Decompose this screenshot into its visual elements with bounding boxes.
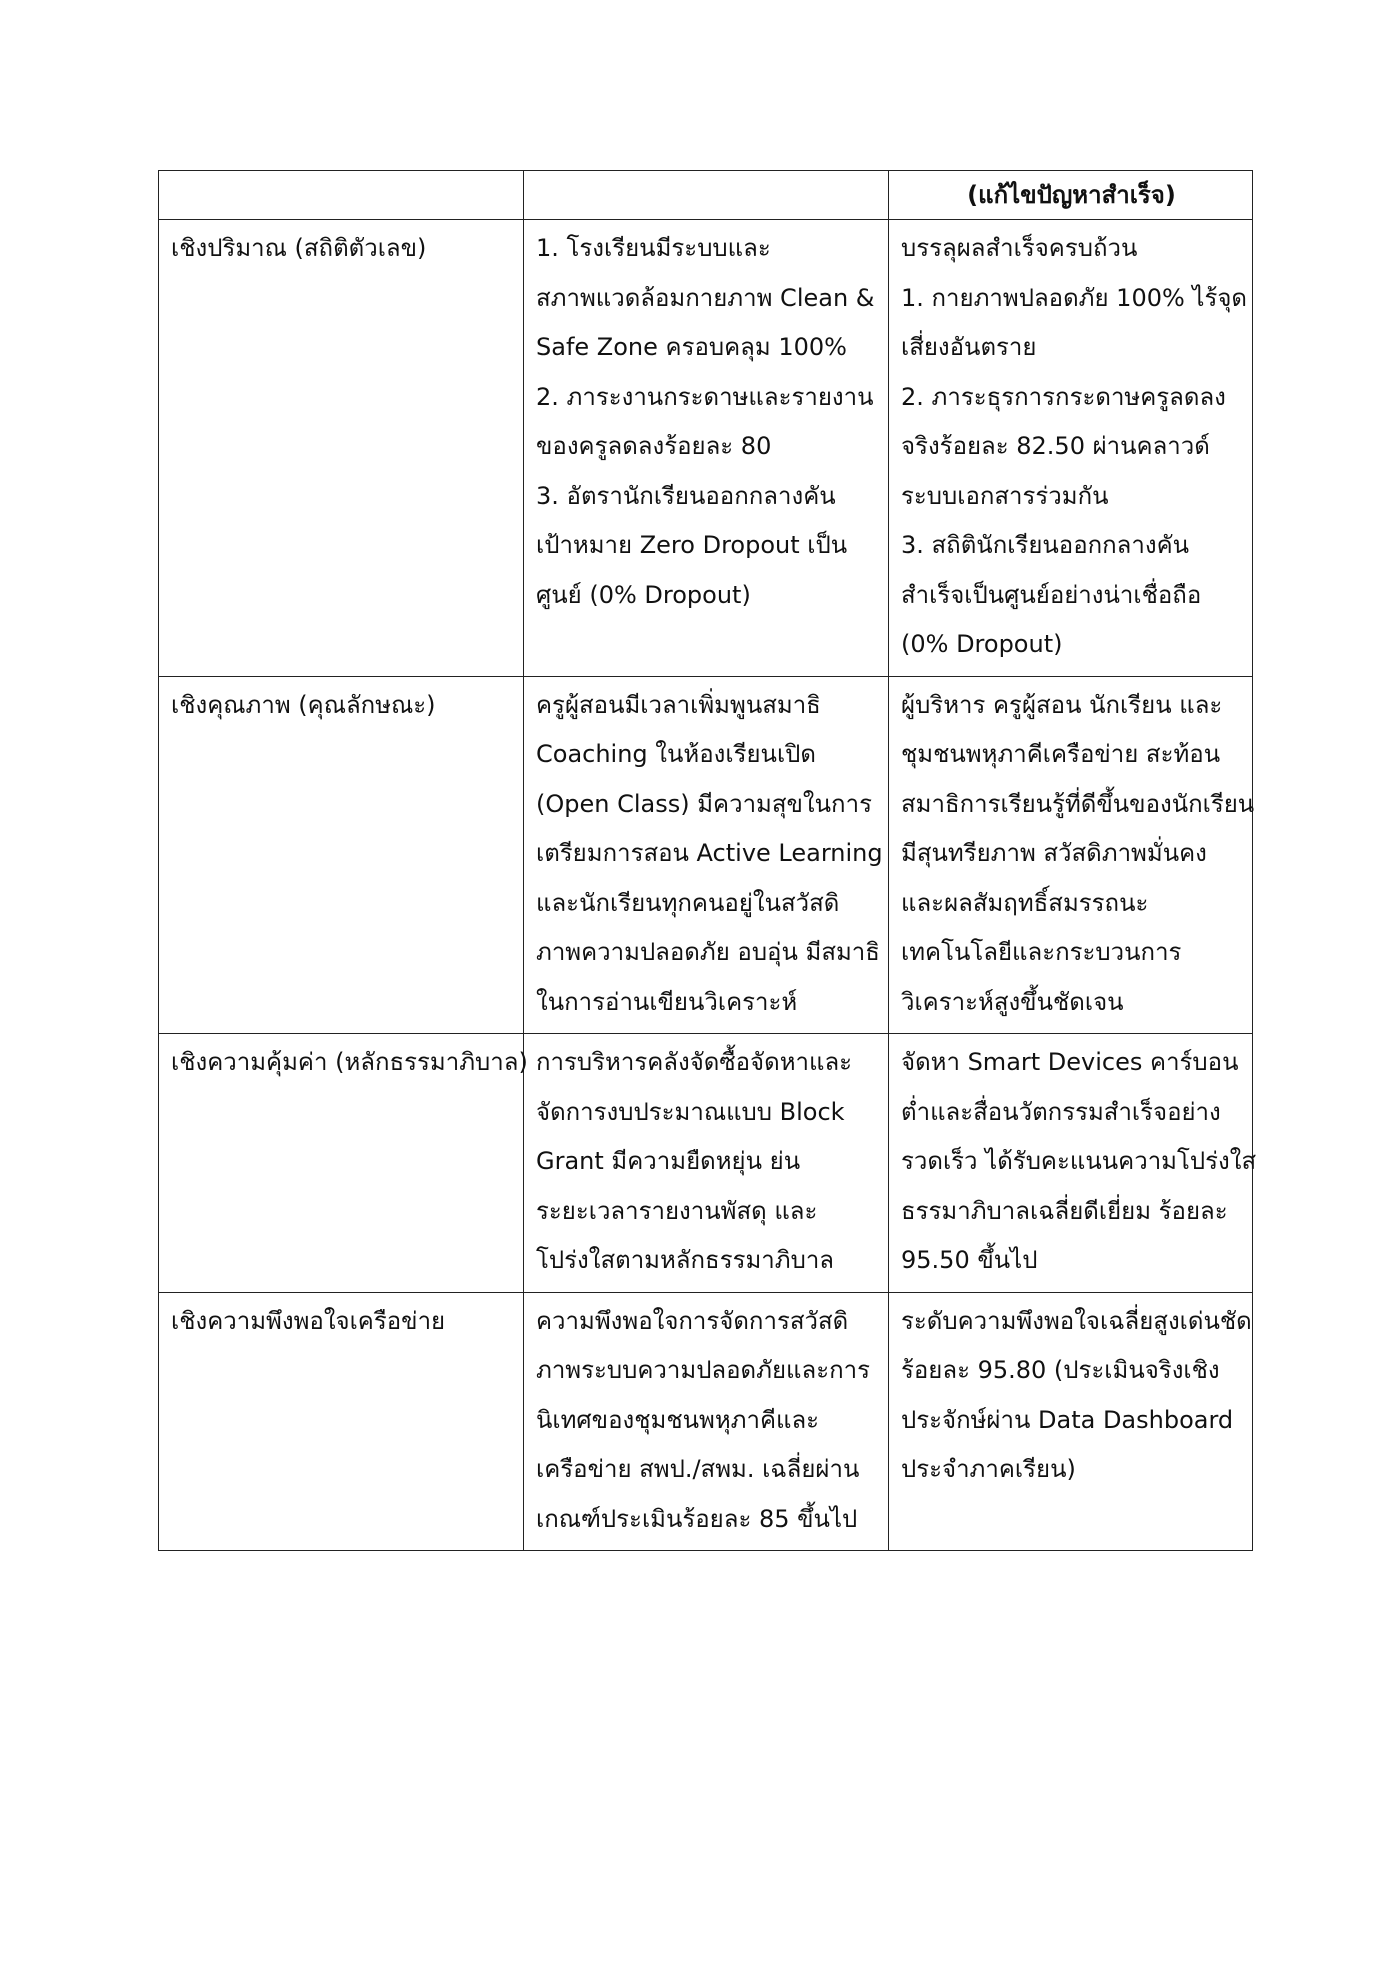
- target-line: ในการอ่านเขียนวิเคราะห์: [536, 987, 798, 1016]
- target-line: และนักเรียนทุกคนอยู่ในสวัสดิ: [536, 888, 840, 917]
- result-line: รวดเร็ว ได้รับคะแนนความโปร่งใส: [901, 1147, 1257, 1175]
- table-row: [159, 220, 1253, 677]
- row-label-cell: [159, 676, 524, 1034]
- row-label-cell: [159, 1034, 528, 1293]
- result-line: วิเคราะห์สูงขึ้นชัดเจน: [901, 987, 1124, 1016]
- target-line: การบริหารคลังจัดซื้อจัดหาและ: [536, 1048, 853, 1076]
- target-line: 1. โรงเรียนมีระบบและ: [536, 234, 771, 262]
- target-line: ครูผู้สอนมีเวลาเพิ่มพูนสมาธิ: [536, 690, 821, 719]
- row-label: เชิงปริมาณ (สถิติตัวเลข): [171, 234, 427, 262]
- result-line: เสี่ยงอันตราย: [901, 333, 1037, 361]
- target-line: ความพึงพอใจการจัดการสวัสดิ: [536, 1306, 849, 1335]
- target-line: Coaching ในห้องเรียนเปิด: [536, 740, 816, 768]
- result-cell: [889, 1292, 1253, 1551]
- table-body: [159, 171, 1257, 1551]
- target-line: ภาพระบบความปลอดภัยและการ: [536, 1356, 870, 1384]
- result-line: มีสุนทรียภาพ สวัสดิภาพมั่นคง: [901, 839, 1207, 867]
- result-line: (0% Dropout): [901, 630, 1063, 658]
- target-line: โปร่งใสตามหลักธรรมาภิบาล: [536, 1246, 835, 1274]
- result-line: 3. สถิตินักเรียนออกกลางคัน: [901, 531, 1190, 559]
- result-line: ชุมชนพหุภาคีเครือข่าย สะท้อน: [901, 740, 1221, 768]
- target-line: เครือข่าย สพป./สพม. เฉลี่ยผ่าน: [536, 1455, 860, 1483]
- target-cell: [524, 220, 889, 677]
- result-line: ประจักษ์ผ่าน Data Dashboard: [901, 1405, 1234, 1434]
- target-cell: [524, 676, 889, 1034]
- row-label: เชิงคุณภาพ (คุณลักษณะ): [171, 690, 436, 719]
- result-line: สำเร็จเป็นศูนย์อย่างน่าเชื่อถือ: [901, 580, 1202, 609]
- result-line: ระดับความพึงพอใจเฉลี่ยสูงเด่นชัด: [901, 1306, 1252, 1335]
- row-label-cell: [159, 220, 524, 677]
- table-row: [159, 1034, 1253, 1293]
- result-line: ธรรมาภิบาลเฉลี่ยดีเยี่ยม ร้อยละ: [901, 1196, 1228, 1225]
- header-title: (แก้ไขปัญหาสำเร็จ): [967, 181, 1176, 209]
- result-line: 1. กายภาพปลอดภัย 100% ไร้จุด: [901, 283, 1248, 312]
- header-cell-3: [889, 171, 1253, 220]
- row-label-cell: [159, 1292, 524, 1551]
- target-line: (Open Class) มีความสุขในการ: [536, 789, 872, 818]
- result-line: 2. ภาระธุรการกระดาษครูลดลง: [901, 382, 1226, 411]
- target-line: ระยะเวลารายงานพัสดุ และ: [536, 1196, 818, 1225]
- target-line: นิเทศของชุมชนพหุภาคีและ: [536, 1405, 820, 1434]
- target-line: เป้าหมาย Zero Dropout เป็น: [536, 531, 848, 559]
- target-cell: [524, 1034, 889, 1293]
- result-line: ผู้บริหาร ครูผู้สอน นักเรียน และ: [901, 690, 1223, 719]
- result-cell: [889, 220, 1253, 677]
- target-line: 2. ภาระงานกระดาษและรายงาน: [536, 382, 874, 411]
- table-row: [159, 676, 1253, 1034]
- result-line: และผลสัมฤทธิ์สมรรถนะ: [901, 888, 1149, 917]
- target-line: 3. อัตรานักเรียนออกกลางคัน: [536, 481, 836, 510]
- result-line: ประจำภาคเรียน): [901, 1455, 1076, 1483]
- table-row: [159, 1292, 1253, 1551]
- result-line: 95.50 ขึ้นไป: [901, 1246, 1038, 1274]
- target-line: สภาพแวดล้อมกายภาพ Clean &: [536, 283, 875, 312]
- target-line: เตรียมการสอน Active Learning: [536, 839, 883, 867]
- target-line: จัดการงบประมาณแบบ Block: [536, 1097, 845, 1126]
- row-label: เชิงความพึงพอใจเครือข่าย: [171, 1306, 446, 1335]
- row-label: เชิงความคุ้มค่า (หลักธรรมาภิบาล): [171, 1048, 528, 1076]
- result-cell: [889, 1034, 1257, 1293]
- header-cell-1: [159, 171, 524, 220]
- table-header-row: [159, 171, 1253, 220]
- result-cell: [889, 676, 1253, 1034]
- result-line: จัดหา Smart Devices คาร์บอน: [901, 1048, 1239, 1076]
- target-cell: [524, 1292, 889, 1551]
- target-line: Safe Zone ครอบคลุม 100%: [536, 333, 847, 361]
- result-line: สมาธิการเรียนรู้ที่ดีขึ้นของนักเรียน: [901, 789, 1255, 818]
- header-cell-2: [524, 171, 889, 220]
- results-table: [158, 170, 1257, 1551]
- target-line: Grant มีความยืดหยุ่น ย่น: [536, 1147, 801, 1175]
- result-line: ระบบเอกสารร่วมกัน: [901, 481, 1109, 510]
- result-line: ร้อยละ 95.80 (ประเมินจริงเชิง: [901, 1356, 1220, 1384]
- target-line: เกณฑ์ประเมินร้อยละ 85 ขึ้นไป: [536, 1504, 858, 1533]
- result-line: จริงร้อยละ 82.50 ผ่านคลาวด์: [901, 432, 1210, 460]
- result-line: ต่ำและสื่อนวัตกรรมสำเร็จอย่าง: [901, 1097, 1221, 1126]
- target-line: ของครูลดลงร้อยละ 80: [536, 432, 772, 460]
- target-line: ภาพความปลอดภัย อบอุ่น มีสมาธิ: [536, 938, 880, 966]
- target-line: ศูนย์ (0% Dropout): [536, 580, 751, 609]
- result-line: เทคโนโลยีและกระบวนการ: [901, 938, 1182, 966]
- result-line: บรรลุผลสำเร็จครบถ้วน: [901, 234, 1138, 262]
